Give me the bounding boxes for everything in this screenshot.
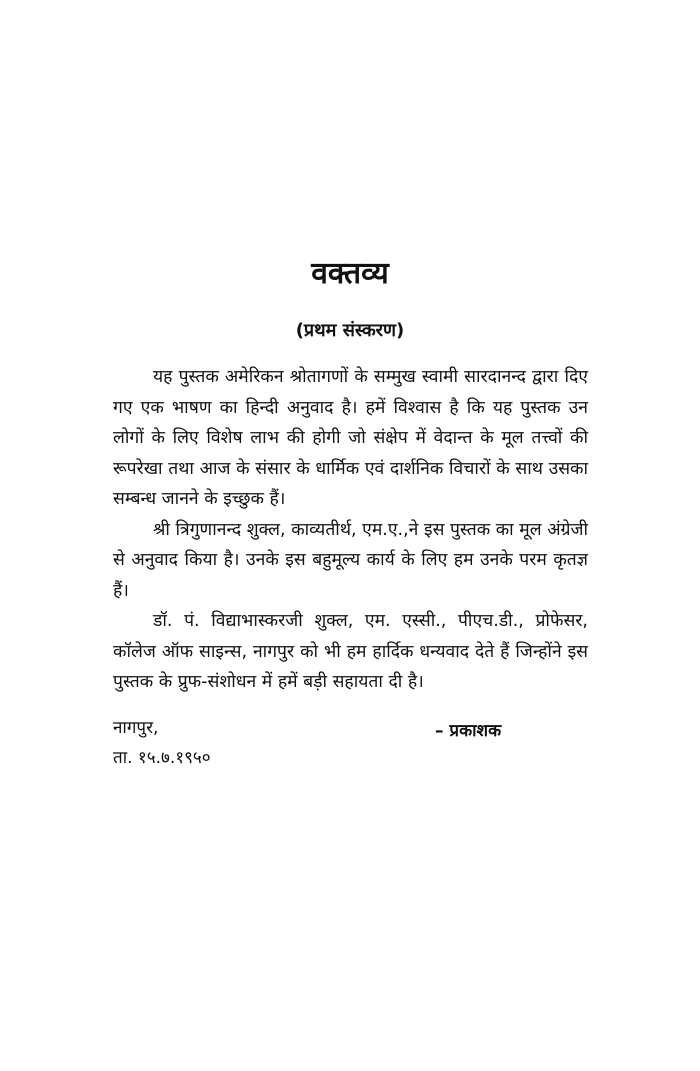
paragraph-3: डॉ. पं. विद्याभास्करजी शुक्ल, एम. एस्सी., पीएच.डी., प्रोफेसर, कॉलेज ऑफ साइन्स, नागपुर को भी हम हार्दिक धन्यवाद देते हैं जिन्होंने इस पुस्तक के प्रुफ-संशोधन में हमें बड़ी सहायता दी है। xyxy=(113,611,588,692)
statement-body xyxy=(113,362,588,698)
page-title: वक्तव्य xyxy=(311,256,389,291)
date-line: ता. १५.७.१९५० xyxy=(113,748,211,768)
edition-subtitle: (प्रथम संस्करण) xyxy=(295,320,405,341)
paragraph-2: श्री त्रिगुणानन्द शुक्ल, काव्यतीर्थ, एम.ए.,ने इस पुस्तक का मूल अंग्रेजी से अनुवाद किया है। उनके इस बहुमूल्य कार्य के लिए हम उनके परम कृतज्ञ हैं। xyxy=(113,519,588,601)
publisher-signature: – प्रकाशक xyxy=(435,721,502,741)
place-line: नागपुर, xyxy=(113,718,159,738)
paragraph-1: यह पुस्तक अमेरिकन श्रोतागणों के सम्मुख स्वामी सारदानन्द द्वारा दिए गए एक भाषण का हिन्दी अनुवाद है। हमें विश्वास है कि यह पुस्तक उन लोगों के लिए विशेष लाभ की होगी जो संक्षेप में वेदान्त के मूल तत्त्वों की रूपरेखा तथा आज के संसार के धार्मिक एवं दार्शनिक विचारों के साथ उसका सम्बन्ध जानने के इच्छुक हैं। xyxy=(113,367,588,509)
